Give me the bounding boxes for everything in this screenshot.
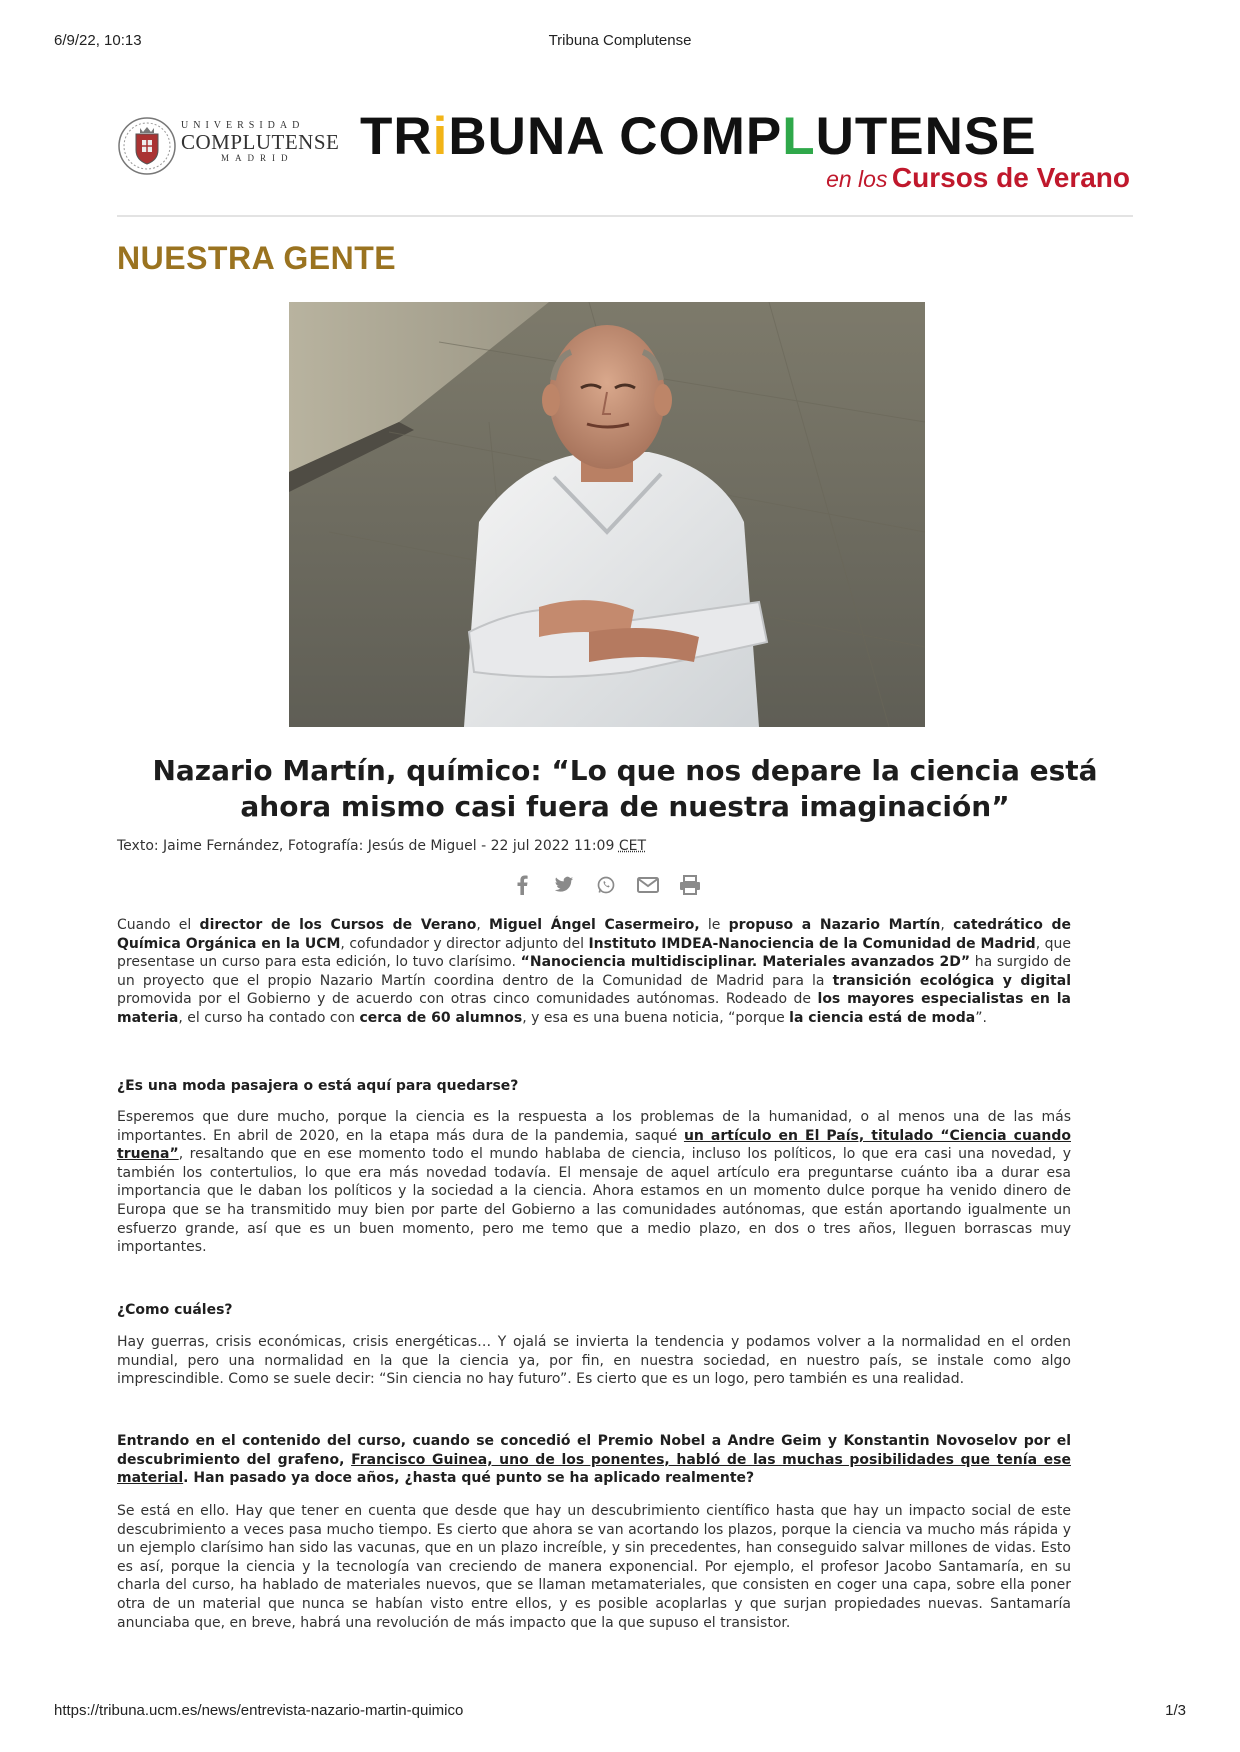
intro-bold-2: Miguel Ángel Casermeiro, bbox=[489, 917, 700, 933]
intro-text-11: ”. bbox=[975, 1009, 987, 1026]
tribuna-title-part-5: UTENSE bbox=[815, 107, 1037, 166]
intro-text-10: , y esa es una buena noticia, “porque bbox=[522, 1009, 790, 1026]
tribuna-title-part-1: TR bbox=[360, 107, 433, 166]
email-icon[interactable] bbox=[636, 873, 660, 897]
intro-bold-3: propuso a Nazario Martín bbox=[728, 917, 941, 933]
ucm-line-2: COMPLUTENSE bbox=[181, 130, 340, 154]
intro-text-3: le bbox=[699, 917, 729, 933]
francisco-guinea-link[interactable]: Francisco Guinea, uno de los ponentes, habló de las muchas posibilidades que tenía ese material bbox=[117, 1451, 1071, 1487]
intro-bold-9: cerca de 60 alumnos bbox=[359, 1009, 523, 1026]
ucm-line-1: UNIVERSIDAD bbox=[181, 120, 305, 131]
intro-text-1: Cuando el bbox=[117, 917, 200, 933]
section-title: NUESTRA GENTE bbox=[117, 240, 397, 276]
intro-bold-1: director de los Cursos de Verano bbox=[199, 917, 477, 933]
question-3 bbox=[117, 1432, 1071, 1488]
question-3-text-2: . Han pasado ya doce años, ¿hasta qué punto se ha aplicado realmente? bbox=[183, 1470, 755, 1487]
intro-text-6: , que presentase un curso para esta edición, lo tuvo clarísimo. bbox=[117, 935, 1071, 971]
tribuna-title bbox=[360, 108, 1037, 166]
intro-bold-6: “Nanociencia multidisciplinar. Materiales avanzados 2D” bbox=[520, 954, 971, 971]
print-page-number: 1/3 bbox=[1165, 1702, 1186, 1719]
masthead-divider bbox=[117, 215, 1133, 217]
intro-text-8: promovida por el Gobierno y de acuerdo con otras cinco comunidades autónomas. Rodeado de bbox=[117, 991, 818, 1008]
portrait-photo bbox=[289, 302, 925, 727]
tribuna-logo[interactable] bbox=[360, 108, 1130, 198]
question-3-text-1: Entrando en el contenido del curso, cuando se concedió el Premio Nobel a Andre Geim y Konstantin Novoselov por el descubrimiento del grafeno, bbox=[117, 1433, 1071, 1468]
tribuna-title-part-2: i bbox=[432, 107, 449, 166]
article-photo bbox=[289, 302, 925, 727]
tribuna-subtitle-big: Cursos de Verano bbox=[891, 162, 1130, 193]
answer-2: Hay guerras, crisis económicas, crisis energéticas… Y ojalá se invierta la tendencia y podamos volver a la normalidad en el orden mundial, pero una normalidad en la que la ciencia ya, por fin, en nuestra sociedad, en nuestro país, se instale como algo imprescindible. Como se suele decir: “Sin ciencia no hay futuro”. Es cierto que es un logo, pero también es una realidad. bbox=[117, 1334, 1071, 1388]
intro-text-4: , bbox=[940, 917, 954, 933]
tribuna-title-part-3: BUNA COMP bbox=[448, 107, 783, 166]
article-headline: Nazario Martín, químico: “Lo que nos depare la ciencia está ahora mismo casi fuera de nuestra imaginación” bbox=[152, 754, 1098, 823]
print-url: https://tribuna.ucm.es/news/entrevista-nazario-martin-quimico bbox=[54, 1702, 464, 1719]
share-bar bbox=[510, 873, 710, 901]
intro-text-7: ha surgido de un proyecto que el propio Nazario Martín coordina dentro de la Comunidad de Madrid para la bbox=[117, 954, 1071, 989]
print-doc-title: Tribuna Complutense bbox=[548, 32, 692, 49]
intro-text-2: , bbox=[476, 917, 490, 933]
ucm-line-3: MADRID bbox=[221, 153, 294, 163]
print-header bbox=[54, 32, 1186, 52]
tribuna-title-part-4: L bbox=[782, 107, 816, 166]
answer-1-text-2: , resaltando que en ese momento todo el mundo hablaba de ciencia, incluso los políticos, lo que era casi una novedad, y también los contertulios, lo que era más novedad todavía. El mensaje de aquel artículo era preguntarse cuánto iba a durar esa importancia que le daban los políticos y la sociedad a la ciencia. Ahora estamos en un momento dulce porque ha venido dinero de Europa que se ha transmitido muy bien por parte del Gobierno a las comunidades autónomas, que están aportando igualmente un esfuerzo grande, así que es un buen momento, pero me temo que a medio plazo, en dos o tres años, lleguen borrascas muy importantes. bbox=[117, 1146, 1071, 1256]
answer-1-paragraph bbox=[117, 1108, 1071, 1257]
tribuna-subtitle bbox=[826, 162, 1130, 194]
masthead bbox=[117, 108, 1133, 208]
question-2: ¿Como cuáles? bbox=[117, 1302, 233, 1318]
ucm-seal-icon bbox=[117, 116, 177, 176]
byline-text: Texto: Jaime Fernández, Fotografía: Jesús de Miguel - 22 jul 2022 11:09 bbox=[117, 838, 619, 854]
facebook-icon[interactable] bbox=[510, 873, 534, 897]
intro-bold-5: Instituto IMDEA-Nanociencia de la Comunidad de Madrid bbox=[588, 935, 1036, 952]
intro-text-9: , el curso ha contado con bbox=[178, 1009, 360, 1026]
question-3-paragraph bbox=[117, 1432, 1071, 1488]
answer-1-text-1: Esperemos que dure mucho, porque la ciencia es la respuesta a los problemas de la humanidad, o al menos una de las más importantes. En abril de 2020, en la etapa más dura de la pandemia, saqué bbox=[117, 1109, 1071, 1144]
intro-bold-8: los mayores especialistas en la materia bbox=[117, 991, 1071, 1026]
intro-bold-10: la ciencia está de moda bbox=[789, 1009, 976, 1026]
byline-timezone: CET bbox=[618, 838, 647, 854]
ucm-wordmark bbox=[181, 120, 339, 163]
tribuna-subtitle-small: en los bbox=[826, 166, 888, 192]
question-1: ¿Es una moda pasajera o está aquí para quedarse? bbox=[117, 1078, 519, 1094]
ucm-logo[interactable] bbox=[117, 116, 340, 182]
article-intro bbox=[117, 916, 1071, 1028]
print-icon[interactable] bbox=[678, 873, 702, 897]
intro-bold-4: catedrático de Química Orgánica en la UCM bbox=[117, 917, 1072, 952]
intro-text-5: , cofundador y director adjunto del bbox=[340, 935, 589, 952]
print-datetime: 6/9/22, 10:13 bbox=[54, 32, 142, 49]
answer-1 bbox=[117, 1108, 1071, 1257]
intro-bold-7: transición ecológica y digital bbox=[832, 972, 1071, 989]
twitter-icon[interactable] bbox=[552, 873, 576, 897]
whatsapp-icon[interactable] bbox=[594, 873, 618, 897]
answer-3: Se está en ello. Hay que tener en cuenta que desde que hay un descubrimiento científico hasta que hay un impacto social de este descubrimiento a veces pasa mucho tiempo. Es cierto que ahora se van acortando los plazos, porque la ciencia va mucho más rápida y un ejemplo clarísimo han sido las vacunas, que en un plazo increíble, y sin precedentes, han conseguido salvar millones de vidas. Esto es así, porque la ciencia y la tecnología van creciendo de manera exponencial. Por ejemplo, el profesor Jacobo Santamaría, en su charla del curso, ha hablado de materiales nuevos, que se llaman metamateriales, que consisten en coger una capa, sobre ella poner otra de un material que nunca se habían visto entre ellos, y es posible acoplarlas y que surjan propiedades nuevas. Santamaría anunciaba que, en breve, habrá una revolución de más impacto que la que supuso el transistor. bbox=[117, 1503, 1071, 1631]
byline bbox=[117, 838, 646, 854]
intro-paragraph bbox=[117, 916, 1071, 1028]
print-footer bbox=[54, 1702, 1186, 1722]
el-pais-article-link[interactable]: un artículo en El País, titulado “Ciencia cuando truena” bbox=[117, 1127, 1071, 1163]
